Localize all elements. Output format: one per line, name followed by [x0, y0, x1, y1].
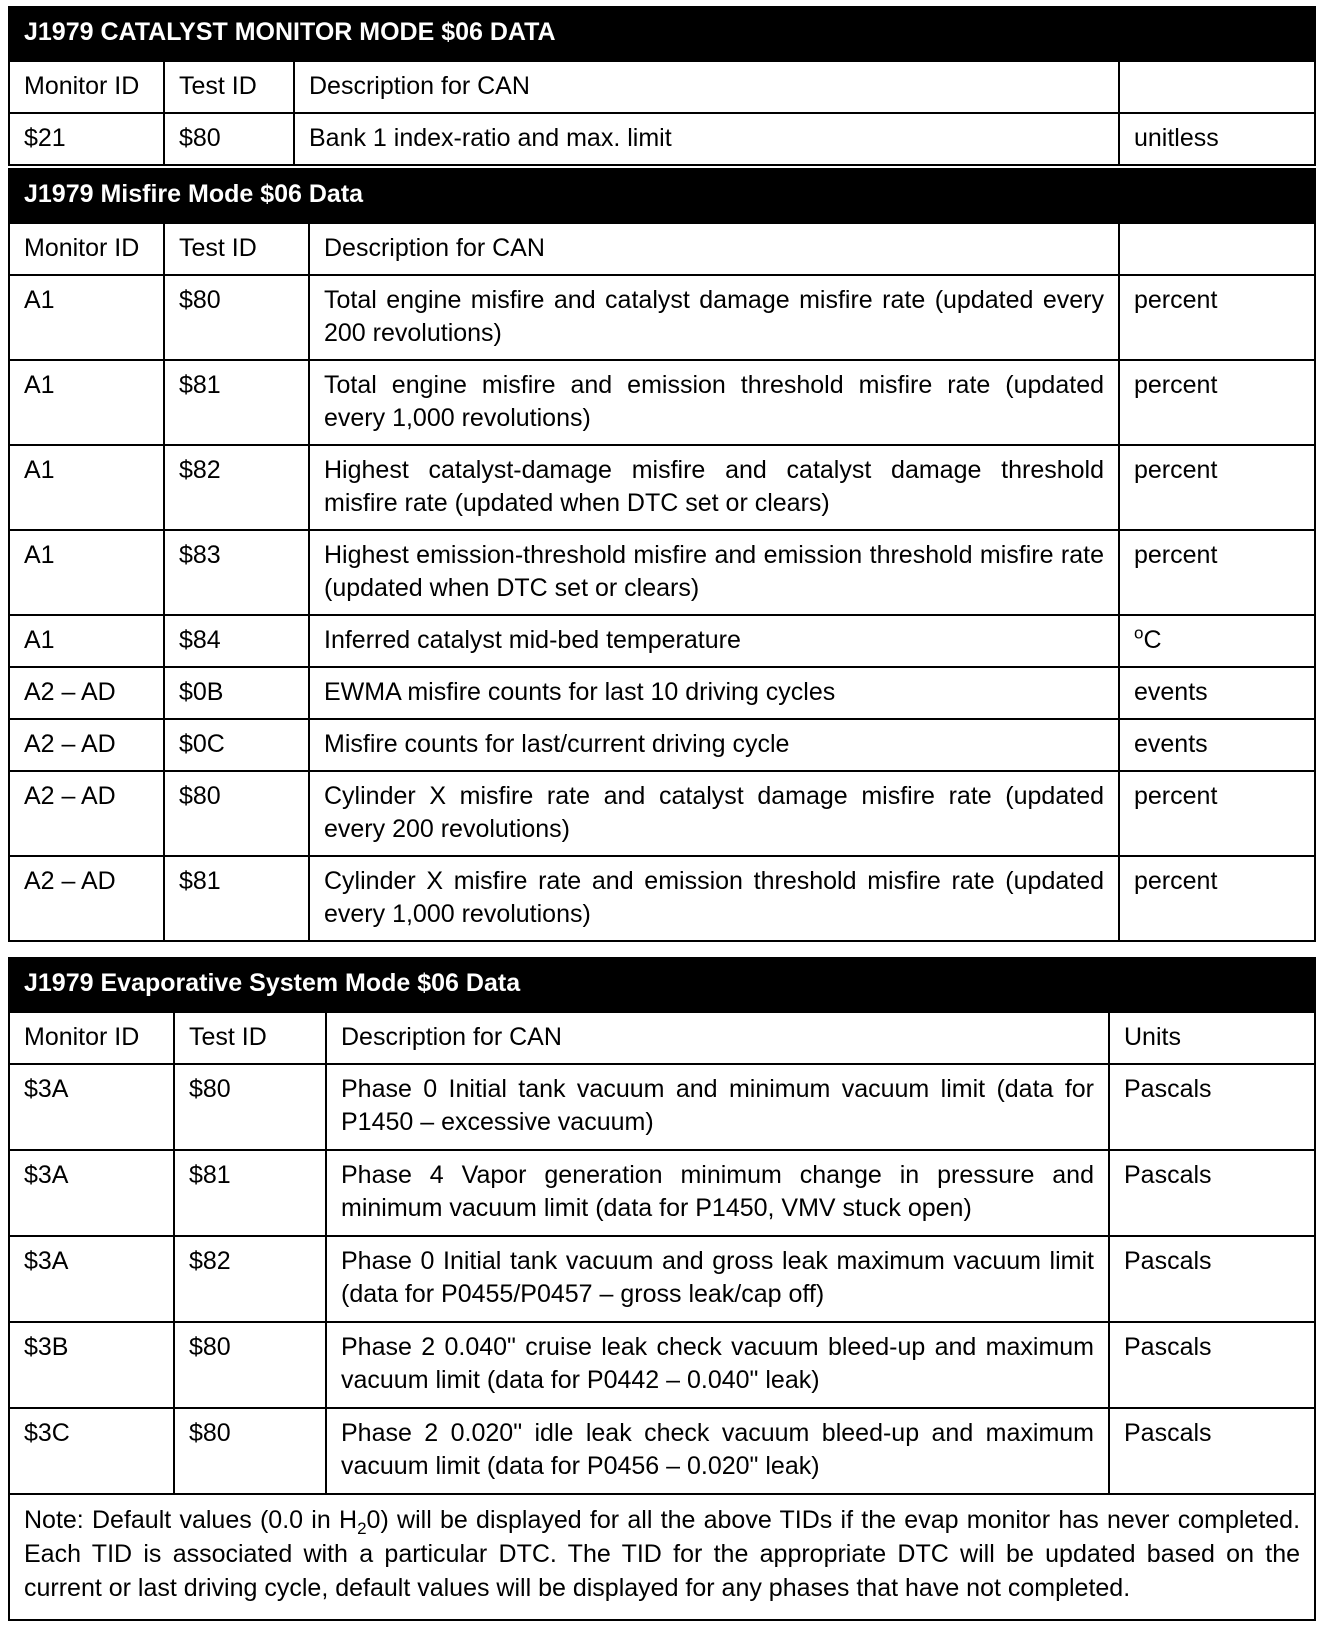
monitor-id-cell: A2 – AD: [9, 771, 164, 856]
description-cell: Phase 2 0.020" idle leak check vacuum bleed-up and maximum vacuum limit (data for P0456 – 0.020" leak): [326, 1408, 1109, 1494]
unit-cell: percent: [1119, 530, 1315, 615]
description-cell: Total engine misfire and emission threshold misfire rate (updated every 1,000 revolutions): [309, 360, 1119, 445]
monitor-id-cell: A1: [9, 275, 164, 360]
table-row: [9, 1150, 1315, 1236]
unit-cell: percent: [1119, 275, 1315, 360]
column-header: Monitor ID: [9, 1012, 174, 1064]
monitor-id-cell: $3A: [9, 1064, 174, 1150]
evap-system-table: [8, 957, 1316, 1621]
table-row: [9, 113, 1315, 165]
column-header: Test ID: [164, 223, 309, 275]
test-id-cell: $80: [164, 771, 309, 856]
description-cell: EWMA misfire counts for last 10 driving cycles: [309, 667, 1119, 719]
test-id-cell: $0C: [164, 719, 309, 771]
column-header: Monitor ID: [9, 223, 164, 275]
test-id-cell: $82: [174, 1236, 326, 1322]
test-id-cell: $82: [164, 445, 309, 530]
unit-cell: Pascals: [1109, 1322, 1315, 1408]
monitor-id-cell: $3A: [9, 1236, 174, 1322]
test-id-cell: $80: [174, 1408, 326, 1494]
monitor-id-cell: $3C: [9, 1408, 174, 1494]
misfire-table: [8, 168, 1316, 942]
test-id-cell: $80: [174, 1064, 326, 1150]
table-header-row: [9, 223, 1315, 275]
monitor-id-cell: A2 – AD: [9, 719, 164, 771]
unit-text: C: [1143, 626, 1162, 654]
test-id-cell: $84: [164, 615, 309, 667]
monitor-id-cell: A1: [9, 615, 164, 667]
test-id-cell: $80: [164, 113, 294, 165]
degree-superscript: o: [1134, 623, 1144, 643]
unit-cell: percent: [1119, 445, 1315, 530]
table-row: [9, 856, 1315, 941]
note-text: [9, 1494, 1315, 1620]
test-id-cell: $81: [174, 1150, 326, 1236]
unit-cell: Pascals: [1109, 1150, 1315, 1236]
description-cell: Phase 0 Initial tank vacuum and minimum vacuum limit (data for P1450 – excessive vacuum): [326, 1064, 1109, 1150]
description-cell: Highest catalyst-damage misfire and catalyst damage threshold misfire rate (updated when DTC set or clears): [309, 445, 1119, 530]
unit-cell: Pascals: [1109, 1408, 1315, 1494]
unit-cell: percent: [1119, 856, 1315, 941]
evap-table-title: J1979 Evaporative System Mode $06 Data: [9, 958, 1315, 1012]
table-row: [9, 360, 1315, 445]
unit-cell: events: [1119, 719, 1315, 771]
test-id-cell: $83: [164, 530, 309, 615]
unit-cell: [1119, 615, 1315, 667]
note-text-start: Note: Default values (0.0 in H: [24, 1506, 358, 1534]
unit-cell: percent: [1119, 771, 1315, 856]
table-row: [9, 1322, 1315, 1408]
test-id-cell: $80: [164, 275, 309, 360]
unit-cell: percent: [1119, 360, 1315, 445]
note-row: [9, 1494, 1315, 1620]
table-row: [9, 1064, 1315, 1150]
table-header-row: [9, 1012, 1315, 1064]
table-row: [9, 530, 1315, 615]
unit-cell: Pascals: [1109, 1236, 1315, 1322]
unit-cell: Pascals: [1109, 1064, 1315, 1150]
column-header: Test ID: [174, 1012, 326, 1064]
catalyst-monitor-table: [8, 6, 1316, 166]
note-text-end: 0) will be displayed for all the above TIDs if the evap monitor has never completed. Each TID is associated with a particular DTC. The TID for the appropriate DTC will be updated based on the current or last driving cycle, default values will be displayed for any phases that have not completed.: [24, 1506, 1301, 1602]
monitor-id-cell: A1: [9, 445, 164, 530]
description-cell: Phase 0 Initial tank vacuum and gross leak maximum vacuum limit (data for P0455/P0457 – gross leak/cap off): [326, 1236, 1109, 1322]
monitor-id-cell: $3A: [9, 1150, 174, 1236]
monitor-id-cell: A2 – AD: [9, 667, 164, 719]
table-row: [9, 719, 1315, 771]
description-cell: Cylinder X misfire rate and catalyst damage misfire rate (updated every 200 revolutions): [309, 771, 1119, 856]
test-id-cell: $0B: [164, 667, 309, 719]
description-cell: Bank 1 index-ratio and max. limit: [294, 113, 1119, 165]
column-header: [1119, 223, 1315, 275]
monitor-id-cell: A2 – AD: [9, 856, 164, 941]
unit-cell: events: [1119, 667, 1315, 719]
table-row: [9, 1408, 1315, 1494]
monitor-id-cell: A1: [9, 530, 164, 615]
description-cell: Total engine misfire and catalyst damage misfire rate (updated every 200 revolutions): [309, 275, 1119, 360]
description-cell: Phase 4 Vapor generation minimum change in pressure and minimum vacuum limit (data for P1450, VMV stuck open): [326, 1150, 1109, 1236]
test-id-cell: $81: [164, 360, 309, 445]
note-subscript: 2: [357, 1519, 367, 1538]
column-header: Description for CAN: [326, 1012, 1109, 1064]
catalyst-table-title: J1979 CATALYST MONITOR MODE $06 DATA: [9, 7, 1315, 61]
table-row: [9, 615, 1315, 667]
table-row: [9, 275, 1315, 360]
description-cell: Cylinder X misfire rate and emission threshold misfire rate (updated every 1,000 revolutions): [309, 856, 1119, 941]
column-header: [1119, 61, 1315, 113]
table-row: [9, 771, 1315, 856]
table-row: [9, 667, 1315, 719]
description-cell: Misfire counts for last/current driving cycle: [309, 719, 1119, 771]
monitor-id-cell: $21: [9, 113, 164, 165]
table-header-row: [9, 61, 1315, 113]
monitor-id-cell: A1: [9, 360, 164, 445]
misfire-table-title: J1979 Misfire Mode $06 Data: [9, 169, 1315, 223]
column-header: Description for CAN: [309, 223, 1119, 275]
description-cell: Highest emission-threshold misfire and emission threshold misfire rate (updated when DTC set or clears): [309, 530, 1119, 615]
monitor-id-cell: $3B: [9, 1322, 174, 1408]
test-id-cell: $81: [164, 856, 309, 941]
test-id-cell: $80: [174, 1322, 326, 1408]
description-cell: Inferred catalyst mid-bed temperature: [309, 615, 1119, 667]
column-header: Description for CAN: [294, 61, 1119, 113]
column-header: Units: [1109, 1012, 1315, 1064]
table-row: [9, 445, 1315, 530]
table-row: [9, 1236, 1315, 1322]
unit-cell: unitless: [1119, 113, 1315, 165]
description-cell: Phase 2 0.040" cruise leak check vacuum bleed-up and maximum vacuum limit (data for P0442 – 0.040" leak): [326, 1322, 1109, 1408]
column-header: Test ID: [164, 61, 294, 113]
column-header: Monitor ID: [9, 61, 164, 113]
